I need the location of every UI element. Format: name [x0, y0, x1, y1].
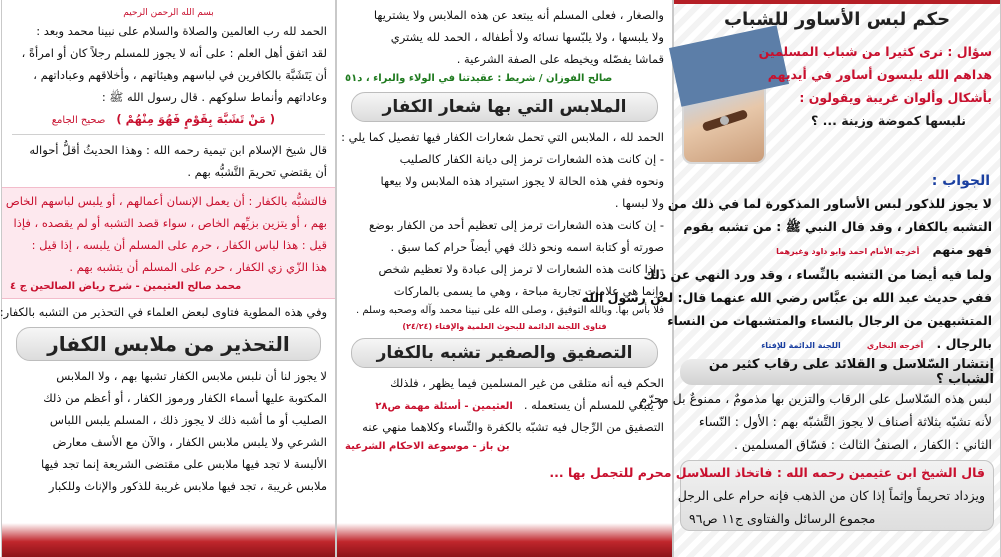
answer2-line: بالرجال .: [936, 336, 992, 351]
section1-line: الحمد لله ، الملابس التي تحمل شعارات الكفار فيها تفصيل كما يلي :: [341, 130, 664, 144]
uthaymeen-source-3: مجموع الرسائل والفتاوى ج١١ ص٩٦: [689, 511, 876, 526]
answer2-line: المتشبهين من الرجال بالنساء والمتشبهات من النساء: [667, 313, 992, 328]
section2-line-with-source: [337, 394, 672, 416]
question-block: [674, 38, 1000, 170]
necklace-line: لأنه تشبّه بثلاثة أصناف لا يجوز التَّشبّه بهم : الأول : النّساء: [698, 414, 992, 429]
wrist-bracelet-photo: [682, 44, 766, 164]
question-line: هداهم الله يلبسون أساور في أيديهم: [767, 67, 992, 82]
baz-source: بن باز - موسوعة الاحكام الشرعية: [345, 441, 510, 452]
lajna-source: فتاوى اللجنة الدائمة للبحوث العلمية والإفتاء (٢٤/٢٤): [402, 322, 607, 331]
uthaymeen-quote-line: بهم ، أو يتزين بزيِّهم الخاص ، سواء قصد التشبه أو لم يقصده ، فإذا: [13, 216, 327, 230]
continuation-line: والصغار ، فعلى المسلم أنه يبتعد عن هذه الملابس ولا يشتريها: [373, 8, 664, 22]
answer2-line: ولما فيه أيضا من التشبه بالنِّساء ، وقد ورد النهي عن ذلك: [643, 267, 992, 282]
answer2-line-with-source: [674, 332, 1000, 357]
bracelet-title: حكم لبس الأساور للشباب: [723, 8, 951, 30]
panel-right: [1, 0, 336, 557]
uthaymeen-quote-line: هذا الزّي زي الكفار ، حرم على المسلم أن يتشبه بهم .: [69, 260, 327, 274]
intro-line: وعاداتهم وأنماط سلوكهم . قال رسول الله ﷺ :: [101, 90, 327, 104]
answer-line: فهو منهم: [932, 242, 992, 257]
panel-top-border: [674, 0, 1000, 4]
section1-line: - إذا كانت هذه الشعارات لا ترمز إلى عبادة ولا تعظيم شخص: [378, 262, 664, 276]
section1-line: صورته أو كتابة اسمه ونحو ذلك فهي أيضاً حرام كما سبق .: [390, 240, 664, 254]
intro-line: لقد اتفق أهل العلم : على أنه لا يجوز للمسلم رجلاً كان أو امرأةً ،: [21, 46, 327, 60]
section-title-warning: التحذير من ملابس الكفار: [16, 327, 321, 361]
uthaymeen-quote-line: قيل : هذا لباس الكفار ، حرم على المسلم أن يلبسه ، إذا قيل :: [31, 238, 327, 252]
section-title-clapping: التصفيق والصفير تشبه بالكفار: [351, 338, 658, 368]
hadith-source: صحيح الجامع: [51, 115, 106, 126]
uthaymeen-quote-line: فالتشبُّه بالكفار : أن يعمل الإنسان أعمالهم ، أو يلبس لباسهم الخاص: [5, 194, 327, 208]
uthaymeen-source: محمد صالح العثيمين - شرح رياض الصالحين ج ٤: [10, 281, 242, 292]
intro-line: أن يَتَشَبَّهَ بالكافرين في لباسهم وهيئاتهم ، وأخلاقهم وعباداتهم ،: [33, 68, 327, 82]
ibn-taymiyyah-line: أن يقتضي تحريمَ التَّشبُّه بهم .: [187, 165, 327, 179]
answer2-line: ففي حديث عبد الله بن عبَّاس رضي الله عنهما قال: لعن رسول الله: [581, 290, 992, 305]
question-line: سؤال : نرى كثيرا من شباب المسلمين: [758, 44, 992, 59]
section1-line: فلا بأس بها. وبالله التوفيق ، وصلى الله على نبينا محمد وآله وصحبه وسلم .: [356, 305, 664, 316]
answer-label: الجواب :: [931, 173, 990, 189]
question-line: نلبسها كموضة وزينة ... ؟: [811, 113, 966, 128]
section-text-line: ملابس غريبة ، تجد فيها ملابس غريبة للذكور والإناث وللكبار: [48, 479, 327, 493]
uthaymeen-text: ويزداد تحريماً وإثماً إذا كان من الذهب فإنه حرام على الرجل: [677, 488, 985, 503]
section1-line: وإنما هي علامات تجارية مباحة ، وهي ما يسمى بالماركات: [393, 284, 664, 298]
uthaymeen-label: قال الشيخ ابن عثيمين رحمه الله : فاتخاذ السلاسل محرم للتجمل بها ...: [549, 465, 985, 480]
answer-line: لا يجوز للذكور لبس الأساور المذكورة لما في ذلك من: [667, 196, 992, 211]
hadith-line: [2, 108, 335, 130]
section-text-line: المكتوبة عليها أسماء الكفار ورموز الكفار ، أو أعظم من ذلك: [43, 391, 327, 405]
necklace-line: الثاني : الكفار ، الصنفُ الثالث : فسّاق المسلمين .: [733, 437, 992, 452]
question-text: [758, 40, 996, 132]
panel-bottom-border: [2, 523, 335, 557]
basmala: بسم الله الرحمن الرحيم: [123, 8, 214, 18]
section-text-line: الألبسة لا تجد فيها ملابس على مقتضى الشريعة إنما تجد فيها: [40, 457, 327, 471]
hadith-text: ( مَنْ تَشَبَّهَ بِقَوْمٍ فَهُوَ مِنْهُمْ ): [116, 112, 275, 126]
answer-line: التشبه بالكفار ، وقد قال النبي ﷺ : من تشبه بقوم: [683, 219, 992, 234]
ibn-taymiyyah-line: قال شيخ الإسلام ابن تيمية رحمه الله : وهذا الحديثُ أقلُّ أحواله: [29, 143, 327, 157]
fatwas-intro: وفي هذه المطوية فتاوى لبعض العلماء في التحذير من التشبه بالكفار:: [0, 305, 327, 319]
panel-bottom-border: [337, 523, 672, 557]
intro-line: الحمد لله رب العالمين والصلاة والسلام على نبينا محمد وبعد :: [36, 24, 327, 38]
section2-line: التصفيق من الرِّجال فيه تشبّه بالكفرة والنِّساء وكلاهما منهي عنه: [362, 420, 664, 434]
section-text-line: الصليب أو ما أشبه ذلك لا يجوز ذلك ، المسلم يلبس اللباس: [49, 413, 327, 427]
section1-line: - إن كانت هذه الشعارات ترمز إلى ديانة الكفار كالصليب: [399, 152, 664, 166]
uthaymeen-source-2: العثيمين - أسئلة مهمة ص٢٨: [375, 401, 513, 412]
lajna-label: اللجنة الدائمة للإفتاء: [761, 341, 841, 350]
section-title-logos: الملابس التي بها شعار الكفار: [351, 92, 658, 122]
question-line: بأشكال وألوان غريبة ويقولون :: [799, 90, 992, 105]
brochure: [1, 0, 1001, 557]
answer-line-with-source: [674, 238, 1000, 263]
section2-line: الحكم فيه أنه متلقى من غير المسلمين فيما يظهر ، فلذلك: [390, 376, 664, 390]
section-text-line: لا يجوز لنا أن نلبس ملابس الكفار تشبها بهم ، ولا الملابس: [56, 369, 327, 383]
fawzan-source: صالح الفوزان / شريط : عقيدتنا في الولاء والبراء ، د٥١: [345, 73, 613, 84]
section1-line: ونحوه ففي هذه الحالة لا يجوز استيراد هذه الملابس ولا بيعها: [380, 174, 664, 188]
section2-line: لا ينبغي للمسلم أن يستعمله .: [523, 398, 664, 412]
section-text-line: الشرعي ولا يلبس ملابس الكفار ، والآن مع الأسف معارض: [52, 435, 327, 449]
uthaymeen-quote-box: [2, 187, 335, 299]
bukhari-source: أخرجه البخاري: [866, 341, 924, 350]
continuation-line: ولا يلبسها ، ولا يلبّسها نسائه ولا أطفاله ، الحمد لله يشتري: [390, 30, 664, 44]
divider: [12, 134, 325, 135]
necklace-title: إنتشار السّلاسل و القلائد على رقاب كثير من الشباب ؟: [680, 359, 994, 385]
necklace-line: لبس هذه السّلاسل على الرقاب والتزين بها مذمومٌ ، ممنوعٌ بل محرّم: [639, 391, 992, 406]
section1-line: ولا لبسها .: [614, 196, 664, 210]
section1-line: - إن كانت هذه الشعارات ترمز إلى تعظيم أحد من الكفار بوضع: [368, 218, 664, 232]
photo-charm: [720, 116, 729, 125]
continuation-line: قماشا يفصّله ويخيطه على الصفة الشرعية .: [456, 52, 664, 66]
answer-source: أخرجه الأمام احمد وابو داود وغيرهما: [776, 247, 920, 256]
uthaymeen-note: [549, 460, 994, 531]
